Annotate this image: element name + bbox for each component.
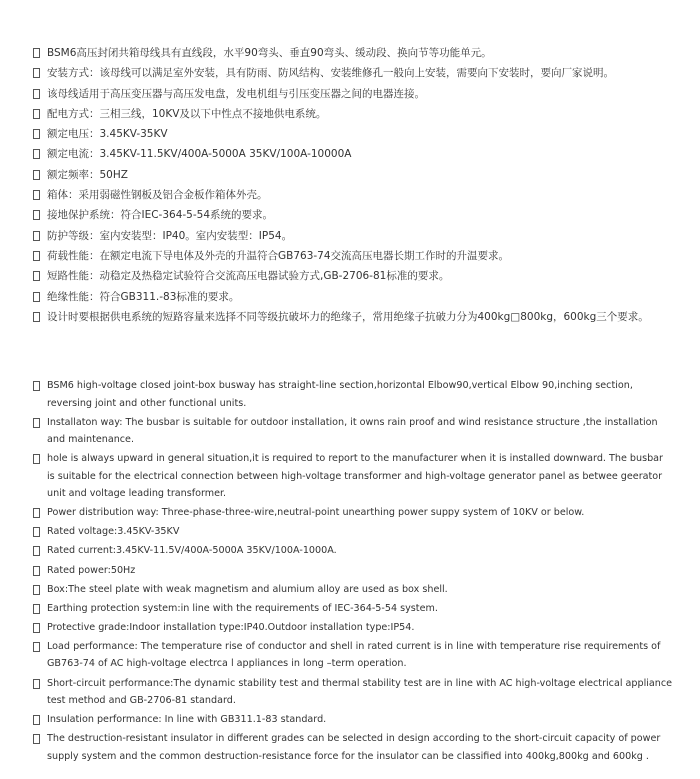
list-item-text: 额定电压：3.45KV-35KV <box>47 128 168 141</box>
list-item <box>33 307 673 327</box>
list-item-text: 接地保护系统：符合IEC-364-5-54系统的要求。 <box>47 209 274 222</box>
list-item-text: Box:The steel plate with weak magnetism and alumium alloy are used as box shell. <box>47 583 448 595</box>
bullet-box-icon <box>33 508 40 518</box>
bullet-box-icon <box>33 527 40 537</box>
list-item-text: 绝缘性能：符合GB311.-83标准的要求。 <box>47 290 240 303</box>
list-item-text: 短路性能：动稳定及热稳定试验符合交流高压电器试验方式,GB-2706-81标准的要求。 <box>47 270 450 283</box>
list-item-text: 安装方式：该母线可以满足室外安装，具有防雨、防风结构、安装维修孔一般向上安装，需要向下安装时，要向厂家说明。 <box>47 67 614 80</box>
list-item <box>33 675 673 710</box>
bullet-box-icon <box>33 251 40 261</box>
list-item <box>33 414 673 449</box>
bullet-box-icon <box>33 129 40 139</box>
bullet-box-icon <box>33 292 40 302</box>
bullet-box-icon <box>33 454 40 464</box>
list-item <box>33 185 673 205</box>
bullet-box-icon <box>33 546 40 556</box>
list-item <box>33 63 673 83</box>
list-item-text: The destruction-resistant insulator in different grades can be selected in design according to the short-circuit capacity of power supply system and the common destruction-resistance force for the insulator can be classified into 400kg,800kg and 600kg . <box>47 733 661 762</box>
list-item <box>33 246 673 266</box>
list-item-text: 设计时要根据供电系统的短路容量来选择不同等级抗破坏力的绝缘子，常用绝缘子抗破力分为400kg□800kg，600kg三个要求。 <box>47 310 649 323</box>
list-item-text: Protective grade:Indoor installation type:IP40.Outdoor installation type:IP54. <box>47 621 415 633</box>
list-item-text: Rated current:3.45KV-11.5V/400A-5000A 35KV/100A-1000A. <box>47 545 337 557</box>
list-item <box>33 226 673 246</box>
list-item-text: Rated power:50Hz <box>47 564 136 576</box>
list-item-text: Power distribution way: Three-phase-three-wire,neutral-point unearthing power suppy system of 10KV or below. <box>47 507 585 519</box>
list-item-text: 箱体：采用弱磁性钢板及铝合金板作箱体外壳。 <box>47 189 268 202</box>
list-item <box>33 104 673 124</box>
bullet-box-icon <box>33 566 40 576</box>
bullet-box-icon <box>33 381 40 391</box>
bullet-box-icon <box>33 48 40 58</box>
list-item <box>33 711 673 729</box>
list-item <box>33 542 673 560</box>
bullet-box-icon <box>33 312 40 322</box>
list-item-text: Installaton way: The busbar is suitable for outdoor installation, it owns rain proof and wind resistance structure ,the installation and maintenance. <box>47 416 658 446</box>
bullet-box-icon <box>33 604 40 614</box>
list-item-text: Earthing protection system:in line with the requirements of IEC-364-5-54 system. <box>47 602 438 614</box>
list-item <box>33 730 673 765</box>
bullet-box-icon <box>33 170 40 180</box>
list-item <box>33 581 673 599</box>
bullet-box-icon <box>33 149 40 159</box>
list-item <box>33 619 673 637</box>
bullet-box-icon <box>33 715 40 725</box>
list-item <box>33 43 673 63</box>
list-item-text: Load performance: The temperature rise of conductor and shell in rated current is in line with temperature rise requirements of GB763-74 of AC high-voltage electrca l appliances in long –term operation. <box>47 640 661 670</box>
bullet-box-icon <box>33 418 40 428</box>
bullet-box-icon <box>33 231 40 241</box>
list-item-text: Rated voltage:3.45KV-35KV <box>47 526 180 538</box>
bullet-box-icon <box>33 642 40 652</box>
list-item-text: 额定频率：50HZ <box>47 168 128 181</box>
list-item <box>33 124 673 144</box>
list-item <box>33 600 673 618</box>
list-item <box>33 287 673 307</box>
list-item <box>33 638 673 673</box>
list-item <box>33 84 673 104</box>
list-item-text: 该母线适用于高压变压器与高压发电盘，发电机组与引压变压器之间的电器连接。 <box>47 87 425 100</box>
bullet-box-icon <box>33 190 40 200</box>
list-item-text: BSM6高压封闭共箱母线具有直线段，水平90弯头、垂直90弯头、缓动段、换向节等功能单元。 <box>47 47 492 59</box>
bullet-box-icon <box>33 623 40 633</box>
list-item-text: Short-circuit performance:The dynamic stability test and thermal stability test are in line with AC high-voltage electrical appliance test method and GB-2706-81 standard. <box>47 677 673 707</box>
list-item-text: 配电方式：三相三线，10KV及以下中性点不接地供电系统。 <box>47 107 327 120</box>
list-item <box>33 504 673 522</box>
list-item <box>33 144 673 164</box>
bullet-box-icon <box>33 734 40 744</box>
list-item-text: hole is always upward in general situation,it is required to report to the manufacturer when it is installed downward. The busbar is suitable for the electrical connection between high-voltage transformer and high-voltage generator panel as betwee geerator unit and voltage leading transformer. <box>47 453 663 500</box>
list-item <box>33 165 673 185</box>
list-item <box>33 523 673 541</box>
list-item-text: 防护等级：室内安装型：IP40。室内安装型：IP54。 <box>47 229 293 242</box>
english-spec-list <box>33 377 673 767</box>
bullet-box-icon <box>33 585 40 595</box>
bullet-box-icon <box>33 679 40 689</box>
bullet-box-icon <box>33 109 40 119</box>
chinese-spec-list <box>33 43 673 327</box>
list-item-text: Insulation performance: In line with GB311.1-83 standard. <box>47 714 327 726</box>
list-item <box>33 377 673 412</box>
list-item <box>33 562 673 580</box>
list-item-text: 荷载性能：在额定电流下导电体及外壳的升温符合GB763-74交流高压电器长期工作时的升温要求。 <box>47 249 510 262</box>
list-item <box>33 450 673 503</box>
bullet-box-icon <box>33 210 40 220</box>
list-item <box>33 205 673 225</box>
bullet-box-icon <box>33 271 40 281</box>
bullet-box-icon <box>33 68 40 78</box>
list-item-text: BSM6 high-voltage closed joint-box busway has straight-line section,horizontal Elbow90,vertical Elbow 90,inching section, reversing joint and other functional units. <box>47 380 633 409</box>
bullet-box-icon <box>33 89 40 99</box>
list-item <box>33 266 673 286</box>
list-item-text: 额定电流：3.45KV-11.5KV/400A-5000A 35KV/100A-10000A <box>47 148 352 161</box>
